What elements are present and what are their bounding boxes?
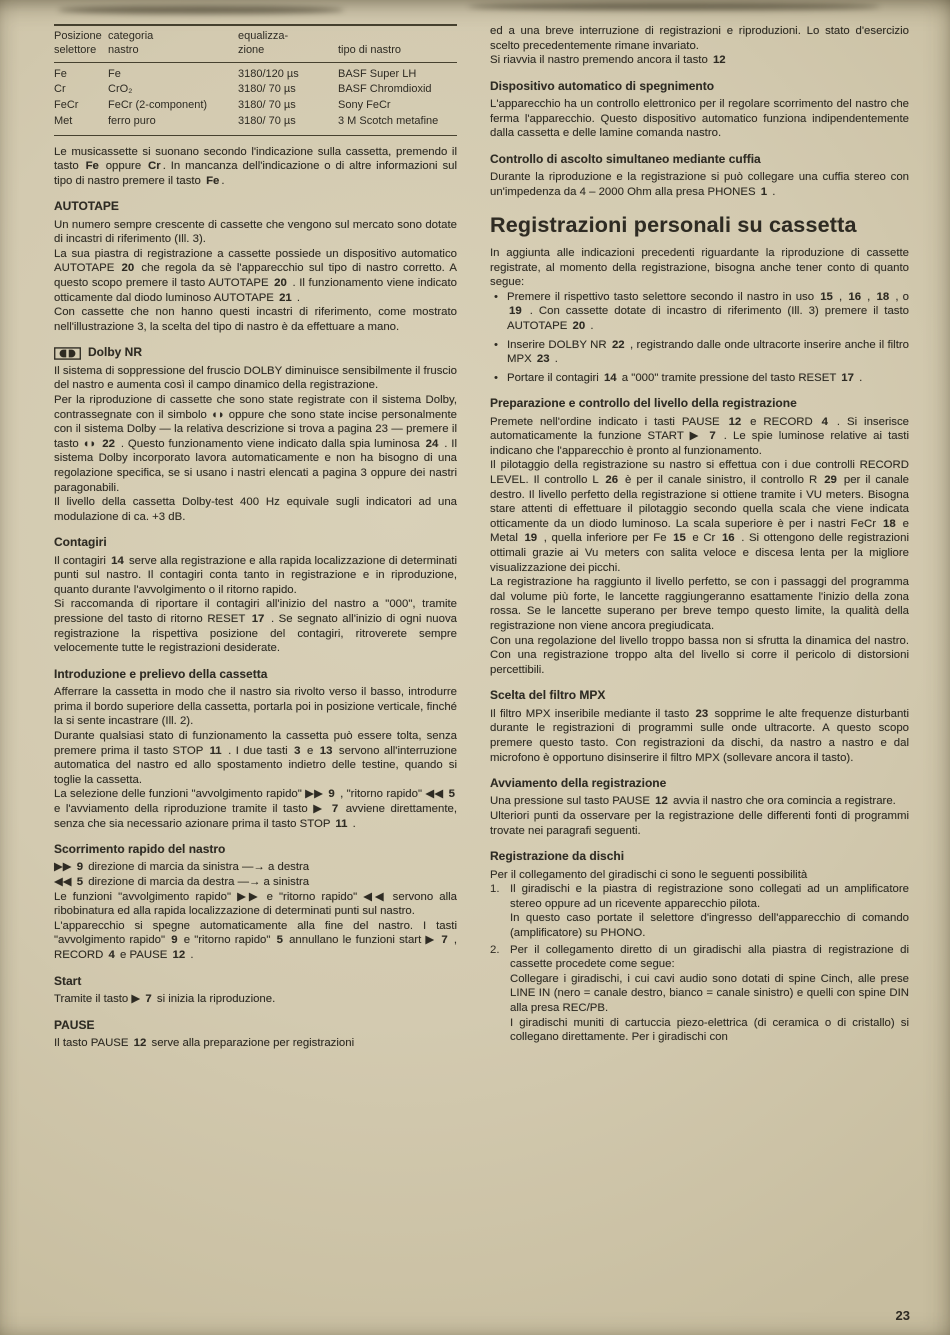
table-cell: Fe [54,67,67,80]
paragraph: Tramite il tasto ▶ 7 si inizia la riproduzione. [54,992,276,1005]
numbered-list-item [490,882,909,940]
table-cell: Fe [108,67,121,80]
table-cell: FeCr [54,99,79,111]
bullet-text: Inserire DOLBY NR 22 , registrando dalle onde ultracorte inserire anche il filtro MPX 23 . [507,338,909,366]
paragraph: La sua piastra di registrazione a cassette possiede un dispositivo automatico AUTOTAPE 20 che regola da sè l'apparecchio sul tipo di nastro corretto. A questo scopo premere il tasto AUTOTAPE 20 . Il funzionamento viene indicato otticamente dal diodo luminoso AUTOTAPE 21 . [54,247,457,304]
heading-start: Start [54,973,82,988]
table-cell: CrO₂ [108,83,133,96]
header-text: categoria [108,30,154,42]
table-cell: Met [54,114,73,127]
paragraph: Le musicassette si suonano secondo l'indicazione sulla cassetta, premendo il tasto Fe oppure Cr . In mancanza dell'indicazione o di altre informazioni sul tipo di nastro premere il tasto Fe . [54,145,458,187]
paragraph: Il contagiri 14 serve alla registrazione e alla rapida localizzazione di determinati punti sul nastro. Il contagiri conta tanto in registrazione e in riproduzione, quanto durante l'avvolgimento o il ritorno rapido. [54,554,457,596]
paragraph: Una pressione sul tasto PAUSE 12 avvia il nastro che ora comincia a registrare. [490,795,896,808]
paragraph: Si riavvia il nastro premendo ancora il tasto 12 [490,54,726,67]
paragraph: Per la riproduzione di cassette che sono state registrate con il sistema Dolby, contrassegnate con il simbolo ◖◗ oppure che sono state incise personalmente con il sistema Dolby — la relativa descrizione si trova a pagina 23 — premere il tasto ◖◗ 22 . Questo funzionamento viene indicato dalla spia luminosa 24 . Il sistema Dolby incorporato lavora automaticamente e non ha bisogno di una regolazione specifica, se si usano i nastri elencati a pagina 3 oppure dei nastri paragonabili. [54,393,457,494]
table-cell: ferro puro [108,114,156,127]
table-header-cell [338,30,457,58]
list-item [492,338,909,367]
table-cell: 3 M Scotch metafine [338,114,439,127]
rewind-direction-line: ◀◀ 5 direzione di marcia da destra —→ a sinistra [54,876,310,889]
paragraph: Ulteriori punti da osservare per la registrazione delle differenti fonti di programmi trovate nei paragrafi seguenti. [490,810,909,837]
heading-spegnimento: Dispositivo automatico di spegnimento [490,78,715,93]
paragraph: Durante qualsiasi stato di funzionamento la cassetta può essere tolta, senza premere prima il tasto STOP 11 . I due tasti 3 e 13 servono all'interruzione automatica del nastro ed allo spostamento indietro delle testine, quando si toglie la cassetta. [54,729,457,786]
paragraph: Il pilotaggio della registrazione su nastro si effettua con i due controlli RECORD LEVEL. Il controllo L 26 è per il canale sinistro, il controllo R 29 per il canale destro. Il livello perfetto della registrazione si ottiene tramite i VU meters. Bisogna stare attenti di effettuare il pilotaggio secondo quella scala che viene indicata otticamente da un diodo luminoso. La scala superiore è per i nastri FeCr 18 e Metal 19 , quella inferiore per Fe 15 e Cr 16 . Si ottengono delle registrazioni ottimali grazie ai Vu meters con salita veloce e discesa lenta per la migliore visualizzazione dei picchi. [490,459,909,574]
paragraph: Per il collegamento del giradischi ci sono le seguenti possibilità [490,868,808,881]
scan-artifact-top-right [468,3,880,10]
header-text: nastro [108,43,139,56]
paragraph: Con cassette che non hanno questi incastri di riferimento, come mostrato nell'illustrazione 3, la scelta del tipo di nastro è da effettuare a mano. [54,306,457,333]
header-text: Posizione [54,30,102,42]
paragraph: Con una regolazione del livello troppo bassa non si sfrutta la dinamica del nastro. Con una registrazione troppo alta del livello si corre il pericolo di distorsioni percettibili. [490,634,909,676]
paragraph: Le funzioni "avvolgimento rapido" ▶▶ e "ritorno rapido" ◀◀ servono alla ribobinatura ed alla rapida localizzazione di determinati punti sul nastro. [54,890,457,918]
numbered-list-item [490,943,909,1045]
paragraph: Durante la riproduzione e la registrazione si può collegare una cuffia stereo con un'impedenza da 4 – 2000 Ohm alla presa PHONES 1 . [490,171,909,198]
paragraph: ed a una breve interruzione di registrazioni e riproduzioni. Lo stato d'esercizio scelto precedentemente rimane invariato. [490,25,909,52]
table-cell: 3180/ 70 µs [238,99,296,111]
fast-forward-direction-line: ▶▶ 9 direzione di marcia da sinistra —→ a destra [54,861,310,874]
paragraph: L'apparecchio si spegne automaticamente alla fine del nastro. I tasti "avvolgimento rapido" 9 e "ritorno rapido" 5 annullano le funzioni start ▶ 7 , RECORD 4 e PAUSE 12 . [54,919,458,962]
heading-dolby-nr [54,345,457,360]
paragraph: Il livello della cassetta Dolby-test 400 Hz equivale sugli indicatori ad una modulazione di ca. +3 dB. [54,496,457,523]
heading-autotape: AUTOTAPE [54,199,119,214]
header-text: tipo di nastro [338,43,401,56]
paragraph: Il sistema di soppressione del fruscio DOLBY diminuisce sensibilmente il fruscio del nastro e aumenta così il campo dinamico della registrazione. [54,364,457,392]
table-header-cell [238,30,334,58]
paragraph: Premete nell'ordine indicato i tasti PAUSE 12 e RECORD 4 . Si inserisce automaticamente la funzione START ▶ 7 . Le spie luminose relative ai tasti indicano che l'apparecchio è pronto al funzionamento. [490,415,909,457]
page-number: 23 [895,1308,910,1323]
table-cell: BASF Super LH [338,67,417,80]
paragraph: La registrazione ha raggiunto il livello perfetto, se con i passaggi del programma dal volume più forte, le lancette raggiungeranno esattamente l'inizio della zona rossa. Se le lancette superano per breve tempo questo limite, la qualità della registrazione non viene ancora pregiudicata. [490,576,909,632]
list-item-body [510,882,909,940]
bullet-icon: • [494,290,498,303]
paragraph: In questo caso portate il selettore d'ingresso dell'apparecchio di comando (amplificatore) su PHONO. [510,912,909,939]
list-number: 2. [490,943,500,956]
table-header-cell [108,30,234,58]
paragraph: Il giradischi e la piastra di registrazione sono collegati ad un amplificatore stereo oppure ad un ricevente apparecchio pilota. [510,883,909,910]
tape-type-table [54,24,457,136]
list-item-body [510,943,909,1045]
heading-introduzione-cassetta: Introduzione e prelievo della cassetta [54,666,268,681]
bullet-text: Portare il contagiri 14 a "000" tramite pressione del tasto RESET 17 . [507,371,863,384]
heading-text: Dolby NR [88,345,142,360]
header-text: selettore [54,43,97,56]
heading-pause: PAUSE [54,1017,95,1032]
list-number: 1. [490,883,500,896]
list-item [492,371,909,386]
bullet-icon: • [494,371,498,384]
table-header-cell [54,30,104,58]
header-text: zione [238,43,265,56]
heading-registrazione-dischi: Registrazione da dischi [490,849,625,864]
table-cell: 3180/ 70 µs [238,114,296,127]
heading-avviamento: Avviamento della registrazione [490,776,667,791]
right-column [490,24,909,1051]
table-cell: 3180/ 70 µs [238,83,296,96]
bullet-icon: • [494,338,498,351]
paragraph: L'apparecchio ha un controllo elettronico per il regolare scorrimento del nastro che ferma l'apparecchio. Questo dispositivo automatico funziona indipendentemente dalla cassetta e delle lamine comanda nastro. [490,98,909,140]
table-header-row [54,30,457,63]
paragraph: Il filtro MPX inseribile mediante il tasto 23 sopprime le alte frequenze disturbanti durante le registrazioni di programmi sulle onde ultracorte. A questo scopo premere questo tasto. Con registrazioni da dischi, da nastro a nastro e dal microfono è opportuno disinserire il filtro MPX (sollevare ancora il tasto). [490,707,909,764]
list-item [492,290,909,334]
table-body [54,67,457,130]
heading-registrazioni-personali: Registrazioni personali su cassetta [490,213,857,238]
left-column [54,24,457,1051]
paragraph: In aggiunta alle indicazioni precedenti riguardante la riproduzione di cassette registrate, al momento della registrazione, bisogna anche tener conto di quanto segue: [490,246,909,289]
paragraph: Afferrare la cassetta in modo che il nastro sia rivolto verso il basso, introdurre prima il bordo superiore della cassetta, portarla poi in posizione verticale, finché la si sente incastrare (Ill. 2). [54,686,457,728]
table-cell: BASF Chromdioxid [338,83,432,96]
header-text: equalizza- [238,30,289,42]
table-cell: 3180/120 µs [238,67,299,80]
paragraph: Per il collegamento diretto di un giradischi alla piastra di registrazione di cassette procedete come segue: [510,943,909,971]
paragraph: Il tasto PAUSE 12 serve alla preparazione per registrazioni [54,1036,355,1049]
paragraph: Un numero sempre crescente di cassette che vengono sul mercato sono dotate di incastri di riferimento (Ill. 3). [54,218,457,246]
table-cell: Cr [54,83,66,96]
paragraph: I giradischi muniti di cartuccia piezo-elettrica (di ceramica o di cristallo) si collegano direttamente. Per i giradischi con [510,1016,909,1044]
paragraph: La selezione delle funzioni "avvolgimento rapido" ▶▶ 9 , "ritorno rapido" ◀◀ 5 e l'avviamento della riproduzione tramite il tasto ▶ 7 avviene direttamente, senza che sia necessario azionare prima il tasto STOP 11 . [54,788,457,830]
scan-artifact-top-left [58,6,344,14]
dolby-icon [54,347,81,360]
heading-filtro-mpx: Scelta del filtro MPX [490,688,606,703]
heading-scorrimento: Scorrimento rapido del nastro [54,842,226,857]
paragraph: Si raccomanda di riportare il contagiri all'inizio del nastro a "000", tramite pressione del tasto di ritorno RESET 17 . Se segnato all'inizio di ogni nuova registrazione la rispettiva posizione del contagiri, ritroverete sempre velocemente tutte le registrazioni desiderate. [54,598,458,655]
bullet-text: Premere il rispettivo tasto selettore secondo il nastro in uso 15 , 16 , 18 , o 19 . Con cassette dotate di incastro di riferimento (Ill. 3) premere il tasto AUTOTAPE 20 . [507,290,909,332]
paragraph: Collegare i giradischi, i cui cavi audio sono dotati di spine Cinch, alle prese LINE IN (nero = canale destro, bianco = canale sinistro) e quelli con spine DIN alla presa REC/PB. [510,972,909,1014]
heading-contagiri: Contagiri [54,535,107,550]
heading-preparazione-livello: Preparazione e controllo del livello della registrazione [490,396,797,411]
table-cell: Sony FeCr [338,99,391,111]
heading-cuffia: Controllo di ascolto simultaneo mediante cuffia [490,151,761,166]
table-cell: FeCr (2-component) [108,99,208,111]
